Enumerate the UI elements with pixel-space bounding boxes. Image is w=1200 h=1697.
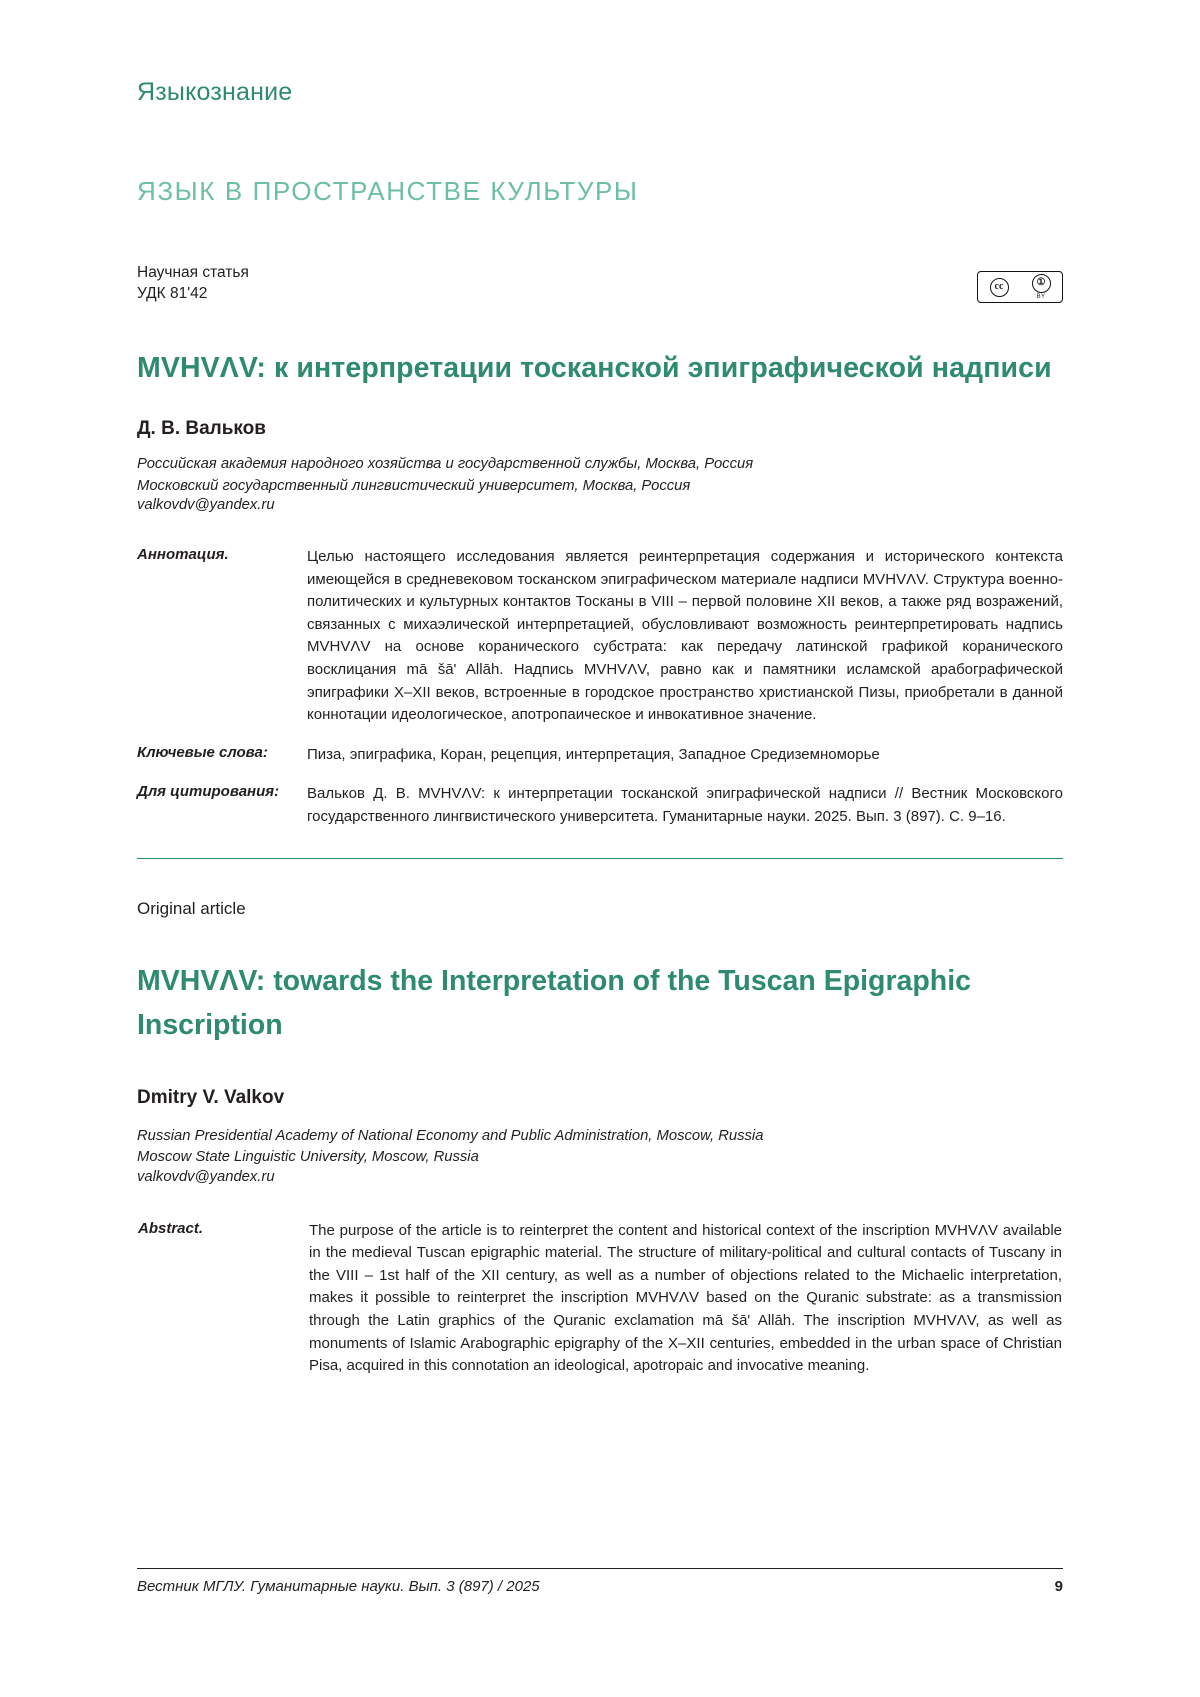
- citation-label-text-ru: Для цитирования: [137, 783, 275, 801]
- abstract-row-en: [137, 1219, 1063, 1379]
- page-footer: [137, 1568, 1063, 1595]
- citation-row-ru: [137, 783, 1063, 845]
- cc-by-icon: [1020, 272, 1062, 302]
- abstract-label-ru: Аннотация.: [137, 546, 229, 563]
- keywords-text-ru: Пиза, эпиграфика, Коран, рецепция, интерпретация, Западное Средиземноморье: [307, 745, 880, 763]
- affiliation-en-2: Moscow State Linguistic University, Moscow, Russia: [137, 1149, 479, 1166]
- affiliation-ru-1: Российская академия народного хозяйства и государственной службы, Москва, Россия: [137, 456, 754, 472]
- journal-section-title: ЯЗЫК В ПРОСТРАНСТВЕ КУЛЬТУРЫ: [137, 176, 639, 206]
- article-author-ru: Д. В. Вальков: [137, 418, 266, 439]
- article-title-ru: MVHVΛV: к интерпретации тосканской эпиграфической надписи: [137, 352, 1052, 384]
- article-meta-block: [137, 262, 1063, 304]
- creative-commons-badge: [977, 271, 1063, 303]
- footer-row: [137, 1578, 1063, 1595]
- article-author-en: Dmitry V. Valkov: [137, 1086, 285, 1108]
- footer-divider: [137, 1568, 1063, 1569]
- keywords-row-ru: [137, 744, 1063, 784]
- article-type-en: Original article: [137, 898, 246, 918]
- article-type-ru: Научная статья: [137, 264, 249, 281]
- cc-mark: cc: [990, 278, 1009, 297]
- affiliation-ru-2: Московский государственный лингвистический университет, Москва, Россия: [137, 477, 691, 494]
- cc-by-sublabel: BY: [1036, 294, 1046, 300]
- cc-by-mark: ①: [1032, 274, 1051, 293]
- journal-rubric: Языкознание: [137, 78, 293, 106]
- abstract-table-ru: [137, 546, 1063, 846]
- page-content: [137, 0, 1063, 1379]
- citation-text-ru: Вальков Д. В. MVHVΛV: к интерпретации тосканской эпиграфической надписи // Вестник Московского государственного лингвистического университета. Гуманитарные науки. 2025. Вып. 3 (897). С. 9–16.: [307, 785, 1063, 825]
- article-title-en: MVHVΛV: towards the Interpretation of the Tuscan Epigraphic Inscription: [137, 964, 971, 1041]
- cc-icon: [978, 272, 1020, 302]
- affiliation-en-1: Russian Presidential Academy of National Economy and Public Administration, Moscow, Russia: [137, 1127, 764, 1144]
- author-email-en: valkovdv@yandex.ru: [137, 1168, 275, 1185]
- abstract-text-en: The purpose of the article is to reinterpret the content and historical context of the inscription MVHVΛV available in the medieval Tuscan epigraphic material. The structure of military-political and cultural contacts of Tuscany in the VIII – 1st half of the XII century, as well as a number of objections related to the Michaelic interpretation, makes it possible to reinterpret the inscription MVHVΛV based on the Quranic substrate: as a transmission through the Latin graphics of the Quranic exclamation mā šā' Allāh. The inscription MVHVΛV, as well as monuments of Islamic Arabographic epigraphy of the X–XII centuries, embedded in the urban space of Christian Pisa, acquired in this connotation an ideological, apotropaic and invocative meaning.: [309, 1221, 1062, 1375]
- abstract-label-en: Abstract.: [138, 1219, 204, 1237]
- keywords-label-ru: Ключевые слова:: [137, 743, 268, 761]
- author-email-ru: valkovdv@yandex.ru: [137, 497, 275, 513]
- abstract-table-en: [137, 1219, 1063, 1379]
- abstract-text-ru: Целью настоящего исследования является реинтерпретация содержания и исторического контекста имеющейся в средневековом тосканском эпиграфическом материале надписи MVHVΛV. Структура военно-политических и культурных контактов Тосканы в VIII – первой половине XII веков, а также ряд возражений, связанных с михаэлической интерпретацией, обусловливают возможность реинтерпретировать надпись MVHVΛV на основе коранического субстрата: как передачу латинской графикой коранического восклицания mā šā' Allāh. Надпись MVHVΛV, равно как и памятники исламской арабографической эпиграфики X–XII веков, встроенные в городское пространство христианской Пизы, приобретали в данной коннотации идеологическое, апотропаическое и инвокативное значение.: [307, 548, 1063, 724]
- udc-code: УДК 81'42: [137, 285, 208, 302]
- citation-label-ru: Для цитирования:: [137, 783, 280, 801]
- abstract-row-ru: [137, 546, 1063, 744]
- keywords-label-text-ru: Ключевые слова: [137, 743, 263, 761]
- footer-journal-line: Вестник МГЛУ. Гуманитарные науки. Вып. 3 (897) / 2025: [137, 1578, 540, 1595]
- section-divider: [137, 858, 1063, 859]
- footer-page-number: 9: [1054, 1578, 1063, 1595]
